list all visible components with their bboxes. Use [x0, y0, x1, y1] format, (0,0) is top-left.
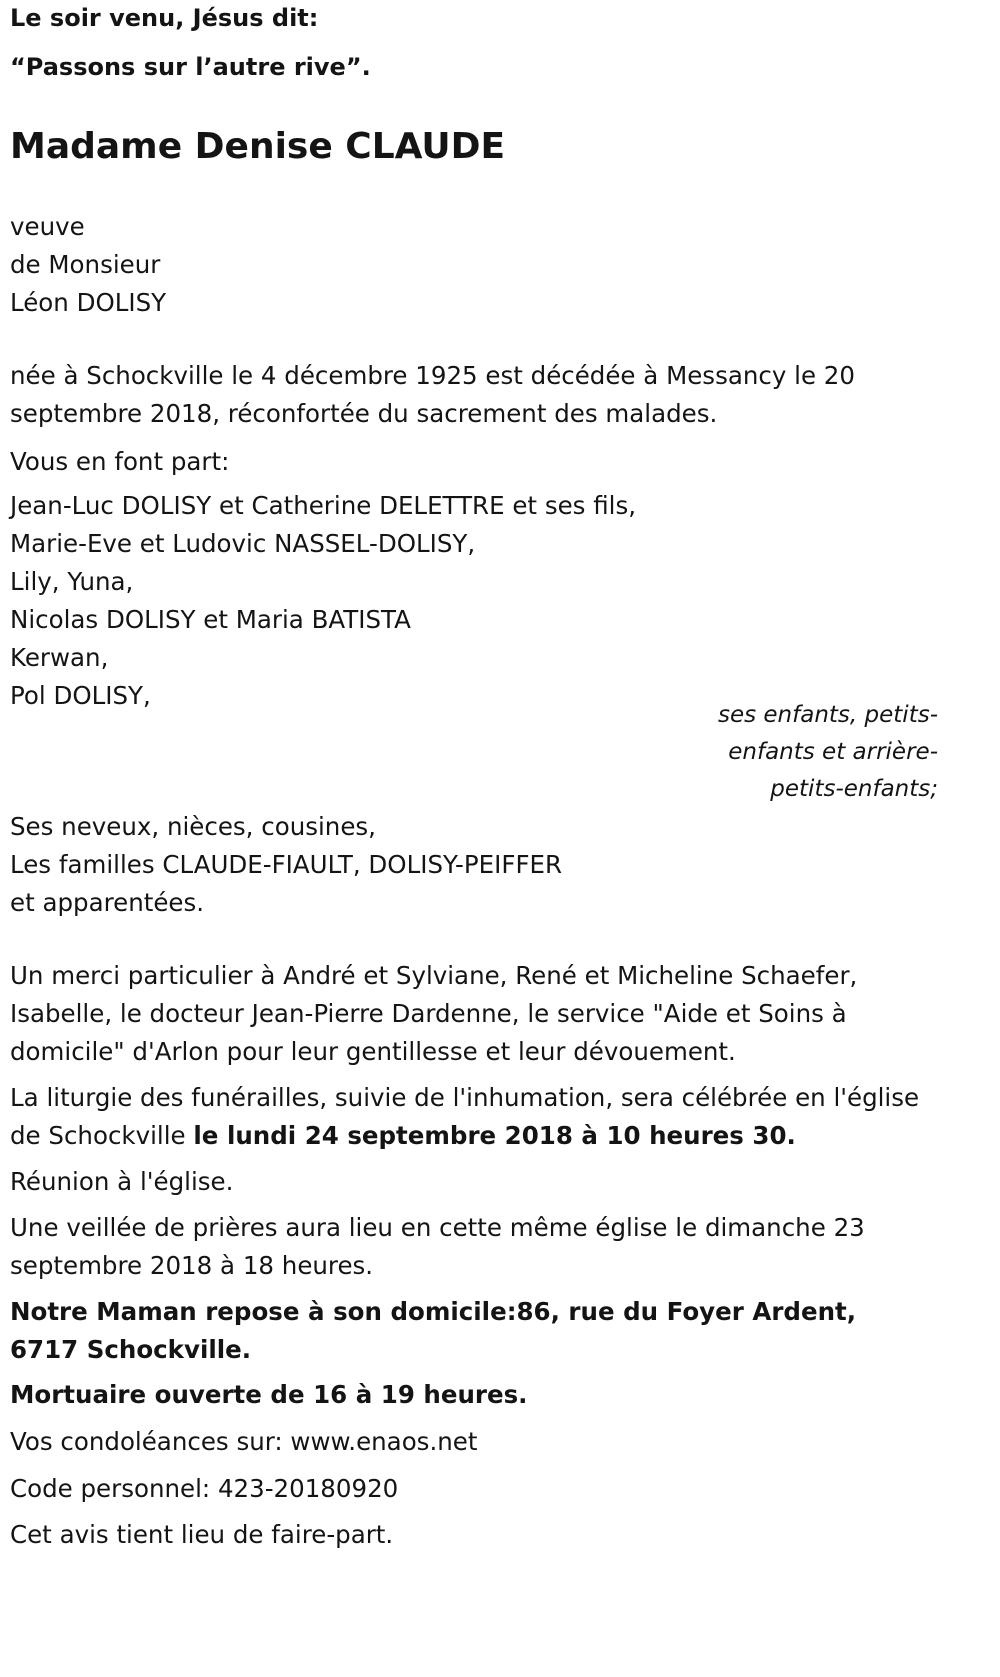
- family-line: Marie-Eve et Ludovic NASSEL-DOLISY,: [10, 529, 476, 558]
- deceased-name: Madame Denise CLAUDE: [10, 126, 506, 167]
- relation-note-line: petits-enfants;: [770, 776, 938, 802]
- family-line: Pol DOLISY,: [10, 681, 151, 710]
- relation-note-line: enfants et arrière-: [728, 739, 938, 765]
- birth-death-paragraph: née à Schockville le 4 décembre 1925 est décédée à Messancy le 20 septembre 2018, réconfortée du sacrement des malades.: [10, 361, 855, 428]
- family-list: [10, 487, 636, 715]
- relation-note-line: ses enfants, petits-: [717, 702, 938, 728]
- liturgy-paragraph: [10, 1079, 925, 1155]
- spouse-block: [10, 208, 166, 322]
- family-line: Jean-Luc DOLISY et Catherine DELETTRE et ses fils,: [10, 491, 636, 520]
- relatives-block: [10, 808, 562, 922]
- mortuary-hours: Mortuaire ouverte de 16 à 19 heures.: [10, 1380, 528, 1409]
- rest-paragraph: Notre Maman repose à son domicile:86, rue du Foyer Ardent, 6717 Schockville.: [10, 1297, 857, 1364]
- family-line: Lily, Yuna,: [10, 567, 134, 596]
- spouse-line: Léon DOLISY: [10, 288, 167, 317]
- personal-code: Code personnel: 423-20180920: [10, 1474, 399, 1503]
- family-line: Kerwan,: [10, 643, 109, 672]
- spouse-line: veuve: [10, 212, 85, 241]
- thanks-paragraph: Un merci particulier à André et Sylviane, René et Micheline Schaefer, Isabelle, le docteur Jean-Pierre Dardenne, le service "Aide et Soins à domicile" d'Arlon pour leur gentillesse et leur dévouement.: [10, 961, 858, 1066]
- quote-line-1: Le soir venu, Jésus dit:: [10, 4, 319, 32]
- relation-note: [718, 697, 938, 808]
- announce-intro: Vous en font part:: [10, 447, 230, 476]
- relatives-line: Ses neveux, nièces, cousines,: [10, 812, 376, 841]
- quote-line-2: “Passons sur l’autre rive”.: [10, 53, 371, 81]
- condolences-info: Vos condoléances sur: www.enaos.net: [10, 1427, 478, 1456]
- spouse-line: de Monsieur: [10, 250, 161, 279]
- liturgy-date: le lundi 24 septembre 2018 à 10 heures 30.: [193, 1121, 796, 1150]
- notice-line: Cet avis tient lieu de faire-part.: [10, 1520, 394, 1549]
- meeting-info: Réunion à l'église.: [10, 1167, 234, 1196]
- liturgy-text: La liturgie des funérailles, suivie de l'inhumation, sera célébrée en l'église de Schockville: [10, 1083, 920, 1150]
- family-line: Nicolas DOLISY et Maria BATISTA: [10, 605, 411, 634]
- vigil-paragraph: Une veillée de prières aura lieu en cette même église le dimanche 23 septembre 2018 à 18 heures.: [10, 1213, 865, 1280]
- relatives-line: et apparentées.: [10, 888, 205, 917]
- relatives-line: Les familles CLAUDE-FIAULT, DOLISY-PEIFFER: [10, 850, 563, 879]
